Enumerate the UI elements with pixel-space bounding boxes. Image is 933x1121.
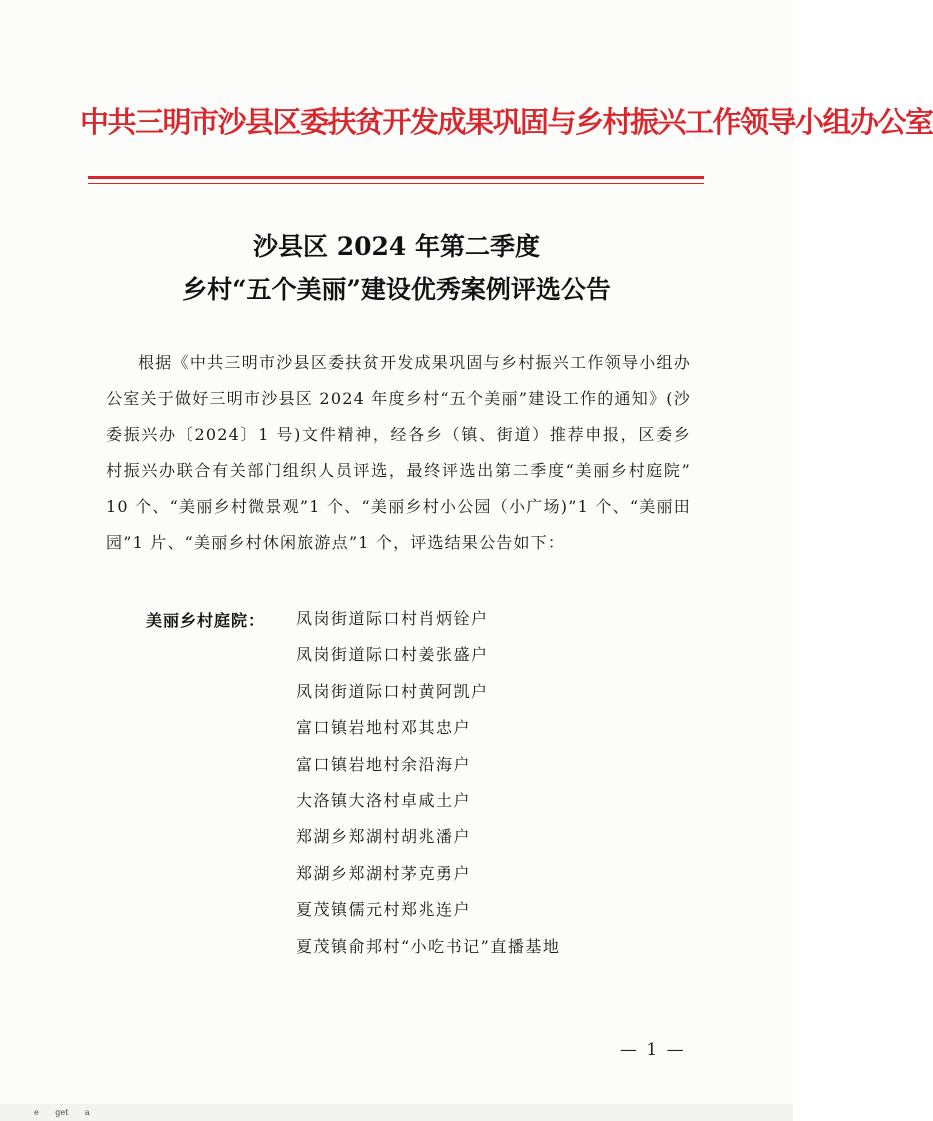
document-title-line-1: 沙县区 2024 年第二季度 xyxy=(253,232,540,261)
courtyard-winner-list xyxy=(296,608,560,972)
header-red-rule-thin xyxy=(88,183,704,184)
list-item: 郑湖乡郑湖村胡兆潘户 xyxy=(296,827,472,847)
list-item: 郑湖乡郑湖村茅克勇户 xyxy=(296,863,472,883)
page-number: — 1 — xyxy=(620,1040,686,1060)
list-item: 富口镇岩地村余沿海户 xyxy=(296,754,472,774)
issuing-office-header: 中共三明市沙县区委扶贫开发成果巩固与乡村振兴工作领导小组办公室 xyxy=(80,105,933,139)
document-title-line-2: 乡村“五个美丽”建设优秀案例评选公告 xyxy=(182,275,611,304)
list-item: 富口镇岩地村邓其忠户 xyxy=(296,718,472,738)
list-item: 大洛镇大洛村卓咸土户 xyxy=(296,790,472,810)
list-item: 凤岗街道际口村黄阿凯户 xyxy=(296,681,489,701)
list-item: 夏茂镇俞邦村“小吃书记”直播基地 xyxy=(296,936,561,956)
list-item: 凤岗街道际口村肖炳铨户 xyxy=(296,609,489,628)
courtyard-list-label: 美丽乡村庭院： xyxy=(146,611,266,630)
list-item: 凤岗街道际口村姜张盛户 xyxy=(296,645,489,665)
header-red-rule-thick xyxy=(88,176,704,179)
scan-bottom-edge xyxy=(0,1104,793,1121)
scan-footer-mark: e get a xyxy=(34,1108,90,1117)
body-paragraph: 根据《中共三明市沙县区委扶贫开发成果巩固与乡村振兴工作领导小组办公室关于做好三明市沙县区 2024 年度乡村“五个美丽”建设工作的通知》(沙委振兴办〔2024〕1 号)文件精神，经各乡（镇、街道）推荐申报，区委乡村振兴办联合有关部门组织人员评选，最终评选出第二季度“美丽乡村庭院” 10 个、“美丽乡村微景观”1 个、“美丽乡村小公园（小广场)”1 个、“美丽田园”1 片、“美丽乡村休闲旅游点”1 个，评选结果公告如下： xyxy=(106,353,691,552)
list-item: 夏茂镇儒元村郑兆连户 xyxy=(296,900,472,920)
